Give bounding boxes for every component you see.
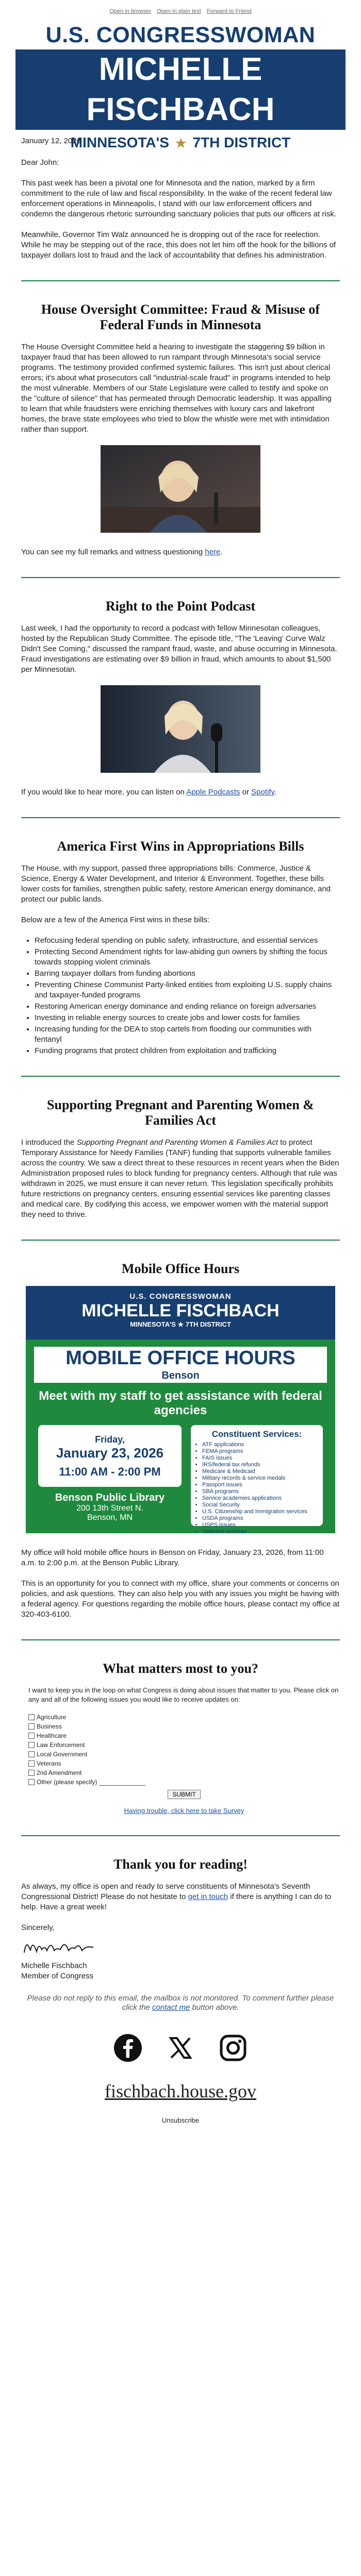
mobile-office-paragraph-2: This is an opportunity for you to connect with my office, share your comments or concerns on policies, and ask questions. They can also help you with any issues you might be having with a federal agency. For questions regarding the mobile office hours, please contact my office at 320-403-6100. xyxy=(21,1579,340,1619)
flyer-services-list xyxy=(191,1442,323,1535)
checkbox-icon[interactable] xyxy=(28,1714,35,1720)
oversight-link-line xyxy=(21,547,340,557)
checkbox-label: Other (please specify) xyxy=(37,1778,97,1786)
list-item: • IRS/federal tax refunds xyxy=(202,1462,323,1468)
banner-district-number: 7TH DISTRICT xyxy=(192,134,291,150)
facebook-icon[interactable] xyxy=(113,2033,143,2063)
flyer-meet-text: Meet with my staff to get assistance with federal agencies xyxy=(39,1389,322,1417)
list-item: • ATF applications xyxy=(202,1442,323,1448)
intro-paragraph-2: Meanwhile, Governor Tim Walz announced he is dropping out of the race for reelection. While he may be stepping out of the race, this does not let him off the hook for the billions of taxpayer dollars lost to fraud and the lack of accountability that defines his administration. xyxy=(21,230,336,260)
banner-title-line1: U.S. CONGRESSWOMAN xyxy=(45,23,316,47)
closing: Sincerely, xyxy=(21,1923,55,1932)
list-item: • USPS issues xyxy=(202,1522,323,1529)
flyer-name: MICHELLE FISCHBACH xyxy=(81,1301,280,1320)
podcast-listen-suffix: . xyxy=(274,788,277,796)
checkbox-label: Law Enforcement xyxy=(37,1741,85,1749)
list-item: • Medicare & Medicaid xyxy=(202,1468,323,1475)
other-specify-input[interactable] xyxy=(99,1779,145,1786)
flyer-address-line2: Benson, MN xyxy=(87,1513,133,1522)
thanks-heading: Thank you for reading! xyxy=(113,1857,248,1872)
hearing-photo xyxy=(101,445,260,533)
survey-form xyxy=(21,1686,340,1816)
checkbox-2nd-amendment[interactable] xyxy=(28,1768,340,1777)
appropriations-list-intro: Below are a few of the America First wins in these bills: xyxy=(21,916,210,924)
thanks-body-suffix: if there is anything I can do to help. Have a great week! xyxy=(21,1892,332,1911)
checkbox-law-enforcement[interactable] xyxy=(28,1740,340,1750)
checkbox-icon[interactable] xyxy=(28,1770,35,1776)
star-icon: ★ xyxy=(175,137,187,150)
survey-heading: What matters most to you? xyxy=(103,1661,258,1676)
spotify-link[interactable]: Spotify xyxy=(251,788,274,796)
section-divider xyxy=(21,577,340,578)
checkbox-icon[interactable] xyxy=(28,1760,35,1767)
appropriations-body: The House, with my support, passed three appropriations bills: Commerce, Justice & Science, Energy & Water Development, and Interior & Environment. Together, these bills lower costs for families, strengthen public safety, restore American energy dominance, and protect our public lands. xyxy=(21,864,331,904)
list-item: • Investing in reliable energy sources to create jobs and lower costs for families xyxy=(35,1013,340,1023)
unsubscribe-link[interactable]: Unsubscribe xyxy=(161,2116,200,2124)
podcast-listen-line xyxy=(21,787,340,798)
contact-me-link[interactable]: contact me xyxy=(152,2003,190,2012)
list-item: • Funding programs that protect children from exploitation and trafficking xyxy=(35,1046,340,1056)
letter-date: January 12, 2026 xyxy=(21,137,81,145)
flyer-address-line1: 200 13th Street N. xyxy=(76,1504,143,1513)
thanks-body-prefix: As always, my office is open and ready to serve constituents of Minnesota's Seventh Congressional District! Please do not hesitate to xyxy=(21,1882,310,1901)
list-item: • Veterans services xyxy=(202,1529,323,1535)
take-survey-link[interactable]: Having trouble, click here to take Survey xyxy=(124,1807,244,1815)
pregnant-body-prefix: I introduced the xyxy=(21,1138,77,1147)
signer-name: Michelle Fischbach xyxy=(21,1961,87,1970)
x-twitter-icon[interactable] xyxy=(166,2033,195,2063)
flyer-town: Benson xyxy=(161,1370,200,1381)
section-divider xyxy=(21,1240,340,1241)
flyer-services-title: Constituent Services: xyxy=(211,1429,302,1439)
signer-role: Member of Congress xyxy=(21,1972,94,1980)
list-item: • Increasing funding for the DEA to stop cartels from flooding our communities with fentanyl xyxy=(35,1024,340,1045)
checkbox-local-government[interactable] xyxy=(28,1750,340,1759)
list-item: • FEMA programs xyxy=(202,1448,323,1455)
checkbox-icon[interactable] xyxy=(28,1723,35,1730)
appropriations-heading: America First Wins in Appropriations Bills xyxy=(57,839,304,854)
section-divider xyxy=(21,1076,340,1077)
wins-list xyxy=(21,936,340,1056)
checkbox-icon[interactable] xyxy=(28,1751,35,1757)
checkbox-label: Healthcare xyxy=(37,1732,67,1739)
pregnant-families-body xyxy=(21,1138,340,1220)
list-item: • Passport issues xyxy=(202,1482,323,1488)
thanks-body xyxy=(21,1882,340,1912)
flyer-headline: MOBILE OFFICE HOURS xyxy=(65,1347,296,1369)
section-divider xyxy=(21,1639,340,1640)
flyer-services-box xyxy=(191,1425,323,1535)
oversight-remarks-link[interactable]: here xyxy=(205,548,221,556)
open-plain-text-link[interactable]: Open in plain text xyxy=(157,8,201,14)
checkbox-icon[interactable] xyxy=(28,1742,35,1748)
note-suffix: button above. xyxy=(190,2003,239,2012)
unsubscribe-line xyxy=(21,2116,340,2124)
list-item: • U.S. Citizenship and Immigration services xyxy=(202,1509,323,1515)
oversight-body: The House Oversight Committee held a hearing to investigate the staggering $9 billion in taxpayer fraud that has been allowed to run rampant through Minnesota's social service programs. The testimony provided confirmed systemic failures. This isn't just about clerical errors; it's about what prosecutors call "industrial-scale fraud" in programs intended to help the most vulnerable. Members of our State Legislature were called to testify and spoke on the "culture of silence" that has permeated through Democratic leadership. It was appalling to learn that while fraudsters were enriching themselves with luxury cars and lakefront homes, the brave state employees who tried to blow the whistle were met with intimidation rather than support. xyxy=(21,343,332,434)
list-item: • Barring taxpayer dollars from funding abortions xyxy=(35,969,340,979)
checkbox-label: Business xyxy=(37,1723,62,1730)
survey-submit-button[interactable]: SUBMIT xyxy=(168,1790,200,1799)
thanks-section xyxy=(21,1882,340,2012)
list-item: • Preventing Chinese Communist Party-linked entities from exploiting U.S. supply chains and taxpayer-funded programs xyxy=(35,980,340,1001)
checkbox-healthcare[interactable] xyxy=(28,1731,340,1740)
oversight-link-prefix: You can see my full remarks and witness questioning xyxy=(21,548,205,556)
flyer-location xyxy=(38,1492,182,1522)
checkbox-label: Agriculture xyxy=(37,1714,67,1721)
checkbox-business[interactable] xyxy=(28,1722,340,1731)
checkbox-label: 2nd Amendment xyxy=(37,1769,82,1776)
banner-name: MICHELLE FISCHBACH xyxy=(15,49,346,130)
survey-intro: I want to keep you in the loop on what Congress is doing about issues that matter to you. Please click on any and all of the following issues you would like to receive updates on: xyxy=(28,1686,339,1703)
podcast-listen-prefix: If you would like to hear more, you can listen on xyxy=(21,788,187,796)
list-item: • Protecting Second Amendment rights for law-abiding gun owners by shifting the focus towards stopping violent criminals xyxy=(35,947,340,968)
list-item: • Service academies applications xyxy=(202,1495,323,1502)
list-item: • SBA programs xyxy=(202,1488,323,1495)
note-prefix: Please do not reply to this email, the mailbox is not monitored. To comment further please click the xyxy=(27,1994,334,2012)
flyer-district: MINNESOTA'S ★ 7TH DISTRICT xyxy=(130,1320,231,1328)
flyer-day: Friday, xyxy=(95,1434,125,1445)
content xyxy=(0,136,361,2124)
flyer-venue: Benson Public Library xyxy=(55,1492,165,1503)
signature-image xyxy=(21,1935,99,1957)
flyer-date-card xyxy=(38,1425,182,1487)
bill-name: Supporting Pregnant and Parenting Women & Families Act xyxy=(76,1138,278,1147)
list-item: • USDA programs xyxy=(202,1515,323,1522)
oversight-heading: House Oversight Committee: Fraud & Misuse of Federal Funds in Minnesota xyxy=(41,302,320,332)
list-item: • Refocusing federal spending on public safety, infrastructure, and essential services xyxy=(35,936,340,946)
section-divider xyxy=(21,817,340,818)
flyer-header xyxy=(26,1286,335,1329)
podcast-photo xyxy=(101,685,260,773)
list-item: • Restoring American energy dominance and ending reliance on foreign adversaries xyxy=(35,1002,340,1012)
section-divider xyxy=(21,280,340,281)
list-item: • Social Security xyxy=(202,1502,323,1509)
survey-help-line xyxy=(28,1806,340,1816)
checkbox-icon[interactable] xyxy=(28,1779,35,1785)
checkbox-agriculture[interactable] xyxy=(28,1713,340,1722)
podcast-listen-or: or xyxy=(240,788,252,796)
checkbox-veterans[interactable] xyxy=(28,1759,340,1768)
checkbox-label: Local Government xyxy=(37,1751,88,1758)
instagram-icon[interactable] xyxy=(218,2033,248,2063)
pregnant-families-heading: Supporting Pregnant and Parenting Women & Families Act xyxy=(47,1097,314,1128)
oversight-link-suffix: . xyxy=(220,548,223,556)
podcast-heading: Right to the Point Podcast xyxy=(105,599,256,614)
list-item: • FAIS issues xyxy=(202,1455,323,1462)
section-divider xyxy=(21,1835,340,1836)
flyer-body xyxy=(26,1340,335,1533)
flyer-title-line1: U.S. CONGRESSWOMAN xyxy=(129,1292,232,1301)
greeting: Dear John: xyxy=(21,158,59,167)
get-in-touch-link[interactable]: get in touch xyxy=(188,1892,228,1901)
no-reply-note xyxy=(21,1994,340,2012)
flyer-headline-box xyxy=(34,1347,327,1383)
website-link[interactable]: fischbach.house.gov xyxy=(105,2081,256,2102)
flyer-date: January 23, 2026 xyxy=(56,1445,164,1461)
podcast-body: Last week, I had the opportunity to record a podcast with fellow Minnesotan colleagues, hosted by the Republican Study Committee. The episode title, "The 'Leaving' Curve Walz Didn't See Coming," discussed the rampant fraud, waste, and abuse occurring in Minnesota. Fraud investigations are estimating over $9 billion in fraud, which amounts to about $1,500 per Minnesotan. xyxy=(21,624,337,674)
social-links xyxy=(21,2033,340,2063)
checkbox-label: Veterans xyxy=(37,1760,61,1767)
flyer-time: 11:00 AM - 2:00 PM xyxy=(59,1465,161,1478)
checkbox-icon[interactable] xyxy=(28,1733,35,1739)
mobile-office-flyer xyxy=(26,1286,335,1533)
forward-to-friend-link[interactable]: Forward to Friend xyxy=(206,8,252,14)
mobile-office-paragraph-1: My office will hold mobile office hours in Benson on Friday, January 23, 2026, from 11:00 a.m. to 2:00 p.m. at the Benson Public Library. xyxy=(21,1548,324,1567)
mobile-office-heading: Mobile Office Hours xyxy=(121,1261,240,1276)
list-item: • Military records & service medals xyxy=(202,1475,323,1482)
banner-state: MINNESOTA'S xyxy=(70,134,169,150)
intro-paragraph-1: This past week has been a pivotal one for Minnesota and the nation, marked by a firm commitment to the rule of law and fiscal responsibility. In the wake of the recent federal law enforcement operations in Minneapolis, I stand with our law enforcement officers and condemn the dangerous rhetoric surrounding sanctuary policies that puts our officers at risk. xyxy=(21,179,336,218)
apple-podcasts-link[interactable]: Apple Podcasts xyxy=(186,788,240,796)
checkbox-other[interactable] xyxy=(28,1777,340,1787)
open-in-browser-link[interactable]: Open in browser xyxy=(109,8,152,14)
pregnant-body-rest: to protect Temporary Assistance for Needy Families (TANF) funding that supports vulnerable families across the country. We saw a direct threat to these resources in recent years when the Biden Administration proposed rules to block funding for pregnancy centers. Although that rule was withdrawn in 2025, we must ensure it can never return. This legislation specifically prohibits future restrictions on pregnancy centers, ensuring essential services like parenting classes and medical care. By codifying this access, we empower women with the material support they need to thrive. xyxy=(21,1138,339,1219)
top-links xyxy=(0,0,361,20)
